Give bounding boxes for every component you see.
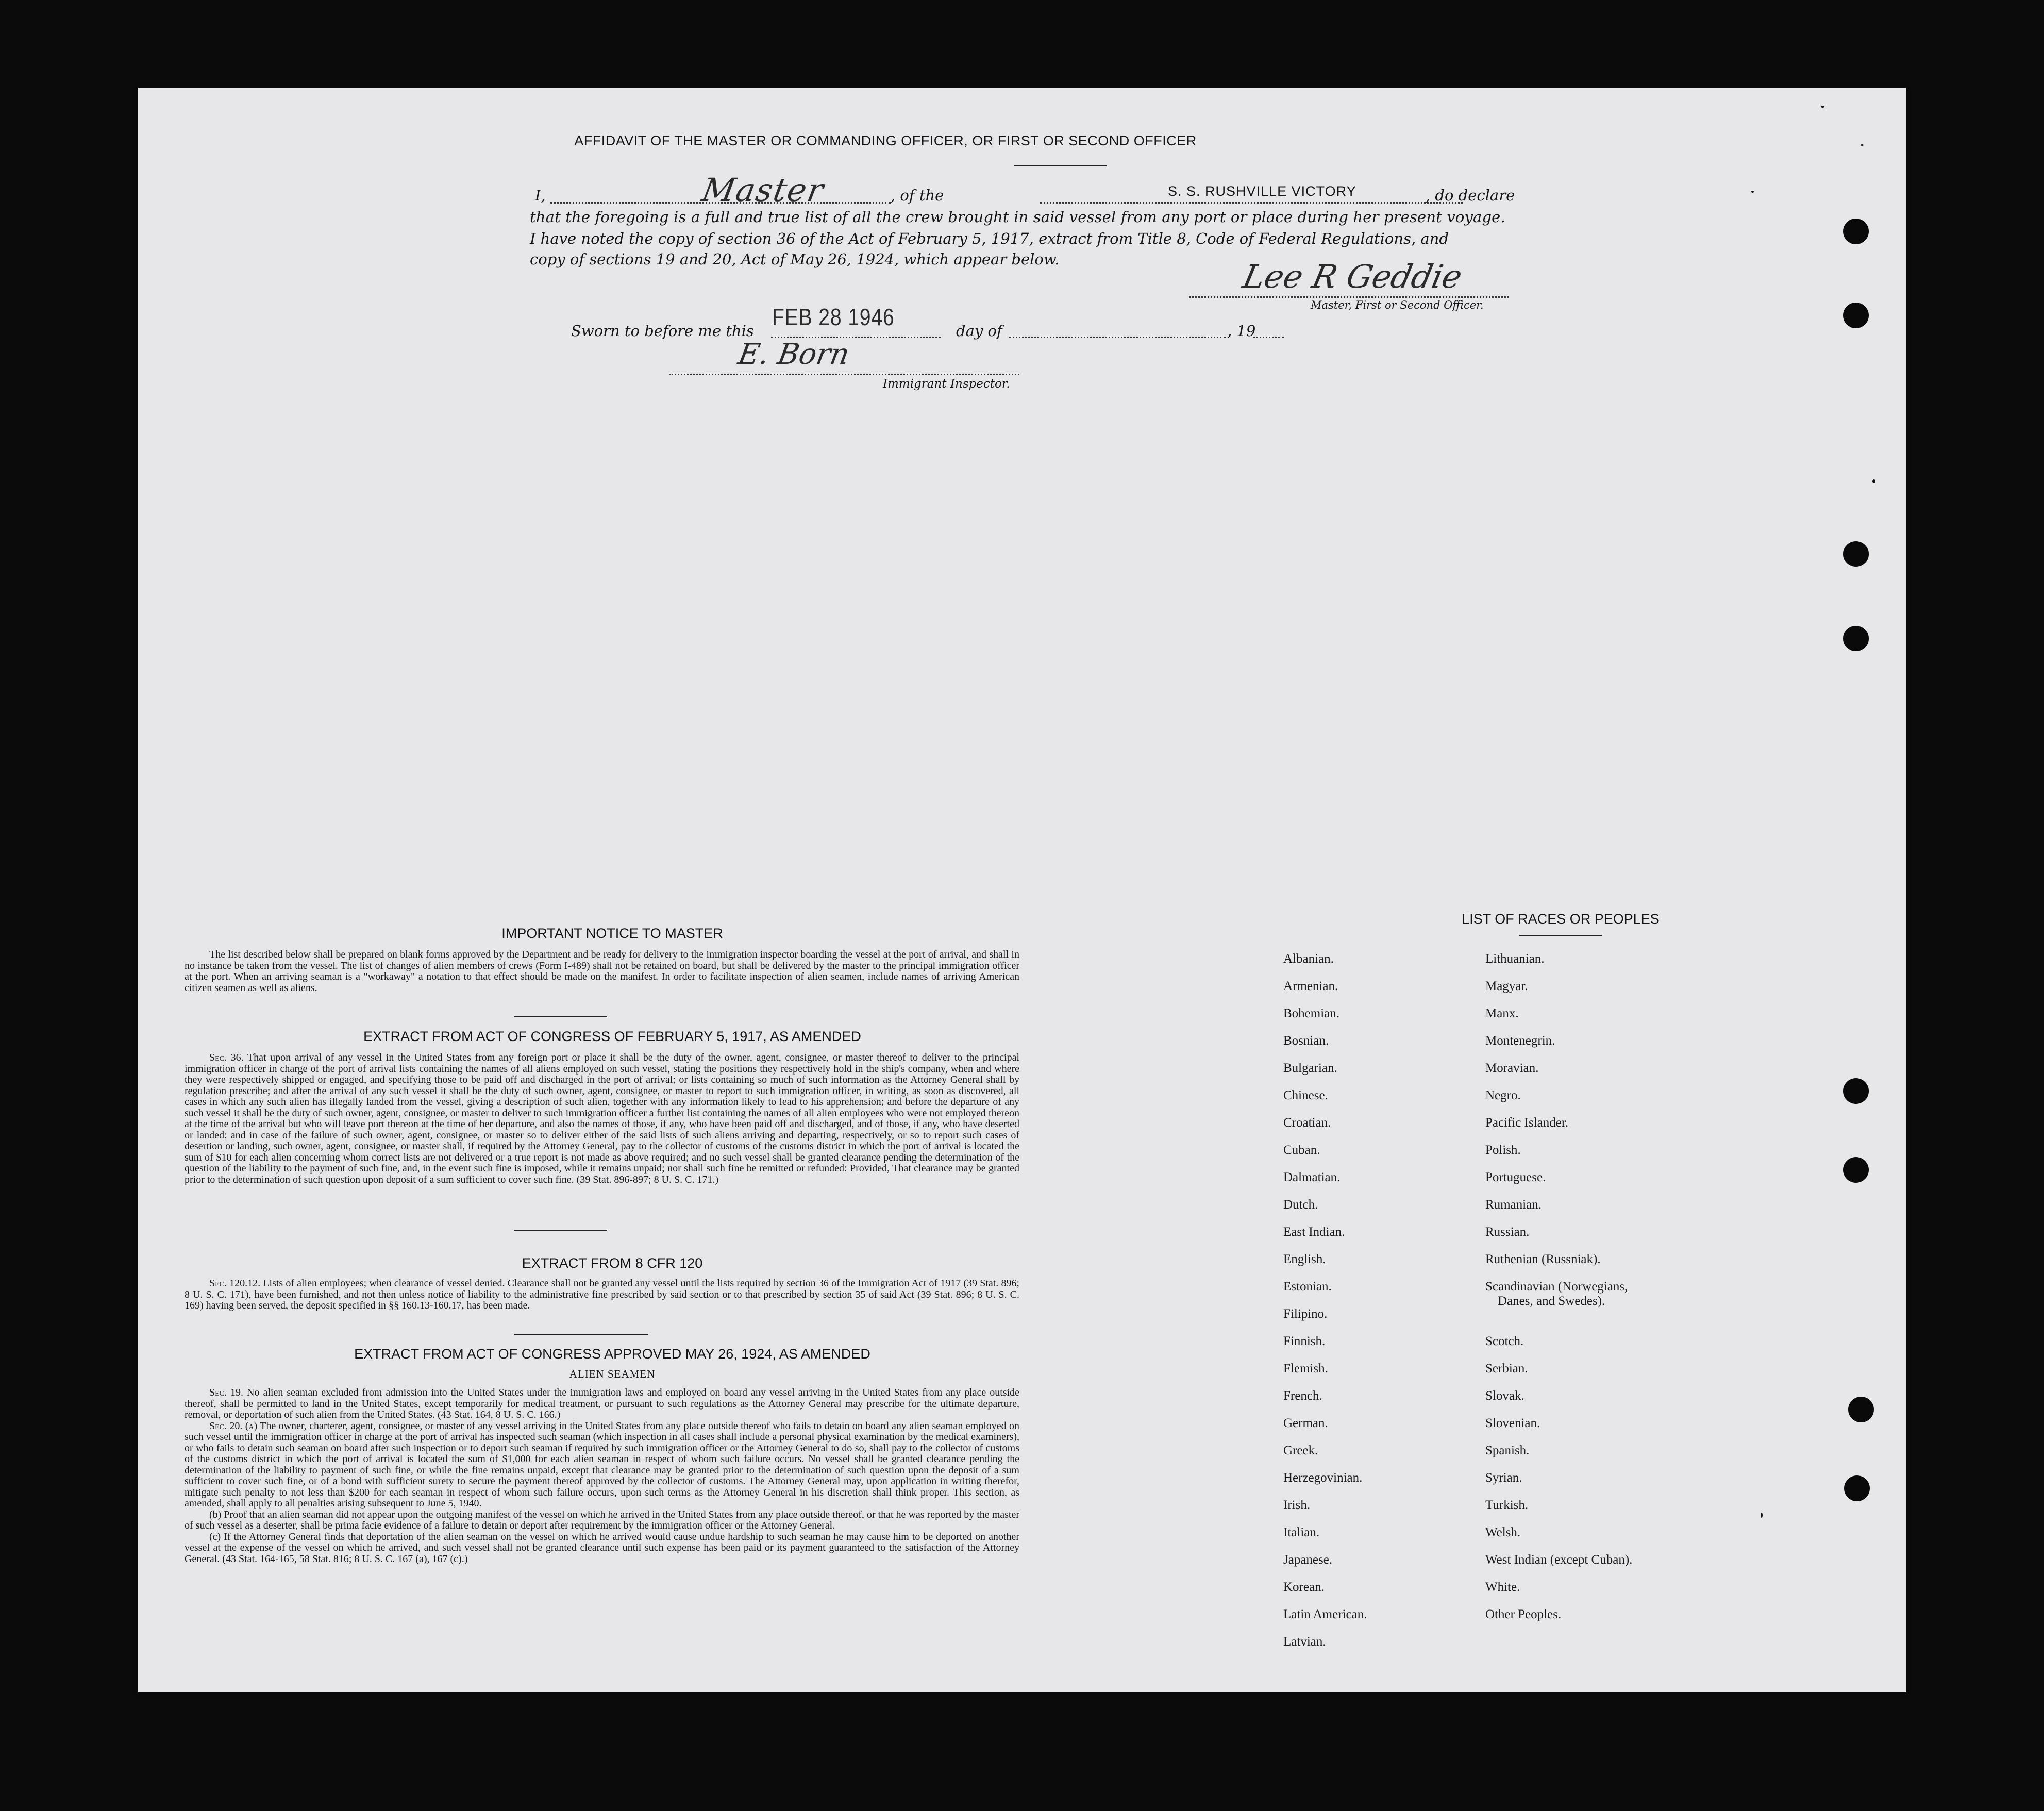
race-item: Russian.	[1485, 1225, 1530, 1239]
race-item: Slovenian.	[1485, 1416, 1540, 1430]
signature-line	[1189, 296, 1509, 298]
race-item: Syrian.	[1485, 1471, 1522, 1485]
race-item: Montenegrin.	[1485, 1034, 1555, 1048]
race-item: Latin American.	[1283, 1607, 1367, 1621]
punch-hole	[1843, 626, 1869, 651]
section-label: Sec. 120.12.	[209, 1278, 261, 1289]
document-page	[138, 88, 1906, 1692]
race-item: Scotch.	[1485, 1334, 1524, 1348]
races-right-column	[1485, 951, 1632, 1634]
master-signature: Lee R Geddie	[1239, 258, 1466, 295]
punch-hole	[1843, 1157, 1869, 1183]
notice-body	[185, 949, 1019, 994]
section-label: Sec. 19.	[209, 1387, 244, 1398]
extract-cfr-title: EXTRACT FROM 8 CFR 120	[522, 1255, 703, 1271]
race-item: German.	[1283, 1416, 1328, 1430]
races-left-column	[1283, 951, 1367, 1662]
notice-title: IMPORTANT NOTICE TO MASTER	[501, 926, 723, 941]
race-item: Serbian.	[1485, 1362, 1528, 1376]
divider	[514, 1230, 607, 1231]
section-text: That upon arrival of any vessel in the United States from any foreign port or place it shall be the duty of the owner, agent, consignee, or master thereof to deliver to the principal immigration officer in charge of the port of arrival lists containing the names of all aliens employed on such vessel, stating the positions they respectively hold in the ship's company, when and where they were respectively shipped or engaged, and specifying those to be paid off and discharged in the port of arrival; or lists containing so much of such information as the Attorney General shall by regulation prescribe; and after the arrival of any such vessel it shall be the duty of such owner, agent, consignee, or master to report to such immigration officer, in writing, as soon as discovered, all cases in which any such alien has illegally landed from the vessel, giving a description of such alien, together with any information likely to lead to his apprehension; and before the departure of any such vessel it shall be the duty of such owner, agent, consignee, or master to deliver to such immigration officer a further list containing the names of all alien employees who were not employed thereon at the time of the arrival but who will leave port thereon at the time of her departure, and also the names of those, if any, who have been paid off and discharged, and of those, if any, who have deserted or landed; and in case of the failure of such owner, agent, consignee, or master so to deliver either of the said lists of such aliens arriving and departing, respectively, or so to report such cases of desertion or landing, such owner, agent, consignee, or master shall, if required by the Attorney General, pay to the collector of customs of the customs district in which the port of arrival is located the sum of $10 for each alien concerning whom correct lists are not delivered or a true report is not made as above required; and no such vessel shall be granted clearance pending the determination of the question of the liability to the payment of such fine, and, in the event such fine is imposed, while it remains unpaid; nor shall such fine be remitted or refunded: Provided, That clearance may be granted prior to the determination of such question upon deposit of a sum sufficient to cover such fine. (39 Stat. 896-897; 8 U. S. C. 171.)	[185, 1052, 1020, 1185]
race-item: Herzegovinian.	[1283, 1471, 1363, 1485]
race-item: Irish.	[1283, 1498, 1311, 1512]
race-item: Greek.	[1283, 1444, 1318, 1457]
speck	[1761, 1513, 1763, 1518]
race-item: Spanish.	[1485, 1444, 1530, 1457]
affidavit-title: AFFIDAVIT OF THE MASTER OR COMMANDING OFFICER, OR FIRST OR SECOND OFFICER	[574, 133, 1197, 148]
extract-1917-title: EXTRACT FROM ACT OF CONGRESS OF FEBRUARY 5, 1917, AS AMENDED	[363, 1029, 861, 1044]
affidavit-i-prefix: I,	[535, 187, 546, 204]
race-item: Flemish.	[1283, 1362, 1328, 1376]
race-item: Filipino.	[1283, 1307, 1328, 1321]
race-item: Armenian.	[1283, 979, 1338, 993]
punch-hole	[1843, 541, 1869, 567]
speck	[1751, 191, 1754, 193]
race-item: Danes, and Swedes).	[1498, 1294, 1605, 1308]
year-prefix: , 19	[1227, 322, 1256, 340]
race-item: West Indian (except Cuban).	[1485, 1553, 1633, 1567]
date-stamp: FEB 28 1946	[772, 304, 895, 330]
divider	[514, 1334, 648, 1335]
race-item: Pacific Islander.	[1485, 1116, 1569, 1130]
extract-1924-body	[185, 1387, 1019, 1565]
race-item: English.	[1283, 1252, 1326, 1266]
race-item: Rumanian.	[1485, 1198, 1542, 1212]
race-item: Finnish.	[1283, 1334, 1326, 1348]
race-item: Korean.	[1283, 1580, 1325, 1594]
section-text: Lists of alien employees; when clearance of vessel denied. Clearance shall not be granted any vessel until the lists required by section 36 of the Immigration Act of 1917 (39 Stat. 896; 8 U. S. C. 171), have been furnished, and not then unless notice of liability to the administrative fine prescribed by said section or to that prescribed by section 35 of said Act (39 Stat. 896; 8 U. S. C. 169) having been served, the deposit specified in §§ 160.13-160.17, has been made.	[185, 1278, 1019, 1311]
race-item: Manx.	[1485, 1007, 1519, 1020]
punch-hole	[1848, 1397, 1874, 1422]
inspector-signature: E. Born	[735, 338, 852, 371]
race-item: Latvian.	[1283, 1635, 1326, 1649]
race-item: Turkish.	[1485, 1498, 1529, 1512]
race-item: Italian.	[1283, 1525, 1320, 1539]
race-item: Japanese.	[1283, 1553, 1333, 1567]
day-of: day of	[956, 322, 1002, 340]
notice-paragraph: The list described below shall be prepared on blank forms approved by the Department and be ready for delivery to the immigration inspector boarding the vessel at the port of arrival, and shall in no instance be taken from the vessel. The list of changes of alien members of crews (Form I-489) shall not be retained on board, but shall be delivered by the master to the principal immigration officer at the port. When an arriving seaman is a "workaway" a notation to that effect should be made on the manifest. In order to facilitate inspection of alien seamen, include names of arriving American citizen seamen as well as aliens.	[185, 949, 1019, 994]
vessel-name: S. S. RUSHVILLE VICTORY	[1168, 183, 1356, 199]
handwritten-name: Master	[699, 171, 827, 209]
races-title: LIST OF RACES OR PEOPLES	[1462, 911, 1660, 927]
affidavit-of-the: , of the	[891, 187, 944, 204]
race-item: Lithuanian.	[1485, 952, 1545, 966]
race-item: Magyar.	[1485, 979, 1528, 993]
race-item: Cuban.	[1283, 1143, 1320, 1157]
race-item: Estonian.	[1283, 1280, 1332, 1294]
divider	[1519, 935, 1602, 936]
race-item: Portuguese.	[1485, 1170, 1546, 1184]
affidavit-do-declare: , do declare	[1426, 187, 1515, 204]
race-item: Bulgarian.	[1283, 1061, 1337, 1075]
race-item: Chinese.	[1283, 1088, 1328, 1102]
vessel-line	[1040, 202, 1463, 204]
race-item: Ruthenian (Russniak).	[1485, 1252, 1601, 1266]
extract-cfr-body	[185, 1278, 1019, 1312]
punch-hole	[1844, 1475, 1870, 1501]
race-item: Dalmatian.	[1283, 1170, 1341, 1184]
affidavit-line-2: that the foregoing is a full and true list of all the crew brought in said vessel from any port or place during her present voyage.	[530, 208, 1505, 226]
race-item: Other Peoples.	[1485, 1607, 1562, 1621]
race-item: Polish.	[1485, 1143, 1521, 1157]
section-label: (b)	[209, 1508, 222, 1520]
race-item: Slovak.	[1485, 1389, 1524, 1403]
divider	[1014, 165, 1107, 166]
race-item: Bohemian.	[1283, 1007, 1340, 1020]
race-item: Bosnian.	[1283, 1034, 1329, 1048]
extract-1924-title: EXTRACT FROM ACT OF CONGRESS APPROVED MAY 26, 1924, AS AMENDED	[354, 1346, 870, 1362]
section-label: (c)	[209, 1531, 221, 1542]
punch-hole	[1843, 1078, 1869, 1104]
section-text: The owner, charterer, agent, consignee, or master of any vessel arriving in the United States from any place outside thereof who fails to detain on board any alien seaman employed on such vessel until the immigration officer in charge at the port of arrival has inspected such seaman (which inspection in all cases shall include a personal physical examination by the medical examiners), or who fails to detain such seaman on board after such inspection or to deport such seaman if required by such immigration officer or the Attorney General to do so, shall pay to the collector of customs of the customs district in which the port of arrival is located the sum of $1,000 for each alien seaman in respect of whom such failure occurs. No vessel shall be granted clearance pending the determination of the liability to payment of such fine, or while the fine remains unpaid, except that clearance may be granted prior to the determination of such question upon the deposit of a sum sufficient to cover such fine, or of a bond with sufficient surety to secure the payment thereof approved by the collector of customs. The Attorney General may, upon application in writing therefor, mitigate such penalty to not less than $200 for each seaman in respect of whom such failure occurs, upon such terms as the Attorney General in his discretion shall think proper. This section, as amended, shall apply to all penalties arising subsequent to June 5, 1940.	[185, 1420, 1019, 1509]
section-text: If the Attorney General finds that deportation of the alien seaman on the vessel on which he arrived would cause undue hardship to such seaman he may cause him to be deported on another vessel at the expense of the vessel on which he arrived, and such vessel shall not be granted clearance until such expense has been paid or its payment guaranteed to the satisfaction of the Attorney General. (43 Stat. 164-165, 58 Stat. 816; 8 U. S. C. 167 (a), 167 (c).)	[185, 1531, 1020, 1565]
inspector-line	[669, 374, 1019, 375]
inspector-caption: Immigrant Inspector.	[883, 377, 1010, 391]
race-item: Dutch.	[1283, 1198, 1318, 1212]
affidavit-line-3: I have noted the copy of section 36 of the Act of February 5, 1917, extract from Title 8, Code of Federal Regulations, and	[530, 230, 1449, 247]
race-item: Scandinavian (Norwegians,	[1485, 1280, 1628, 1294]
section-text: No alien seaman excluded from admission into the United States under the immigration laws and employed on board any vessel arriving in the United States from any place outside thereof, shall be permitted to land in the United States, except temporarily for medical treatment, or pursuant to such regulations as the Attorney General may prescribe for the ultimate departure, removal, or deportation of such alien from the United States. (43 Stat. 164, 8 U. S. C. 166.)	[185, 1387, 1019, 1420]
extract-1917-body	[185, 1052, 1019, 1185]
month-line	[1009, 337, 1226, 338]
race-item: East Indian.	[1283, 1225, 1345, 1239]
race-item: Croatian.	[1283, 1116, 1331, 1130]
race-item: White.	[1485, 1580, 1520, 1594]
punch-hole	[1843, 303, 1869, 328]
section-text: Proof that an alien seaman did not appear upon the outgoing manifest of the vessel on which he arrived in the United States from any place outside thereof, or that he was reported by the master of such vessel as a deserter, shall be prima facie evidence of a failure to detain or deport after requirement by the immigration officer or the Attorney General.	[185, 1508, 1020, 1531]
section-label: Sec. 36.	[209, 1052, 244, 1063]
punch-hole	[1843, 219, 1869, 244]
race-item: Albanian.	[1283, 952, 1334, 966]
race-item: French.	[1283, 1389, 1322, 1403]
extract-1924-subtitle: ALIEN SEAMEN	[569, 1368, 656, 1380]
divider	[514, 1016, 607, 1017]
race-item: Welsh.	[1485, 1525, 1521, 1539]
race-item: Moravian.	[1485, 1061, 1539, 1075]
year-line	[1253, 337, 1284, 338]
race-item: Negro.	[1485, 1088, 1521, 1102]
speck	[1821, 106, 1824, 108]
speck	[1872, 479, 1875, 483]
section-label: Sec. 20. (a)	[209, 1420, 258, 1432]
speck	[1861, 144, 1864, 146]
affidavit-line-4: copy of sections 19 and 20, Act of May 26, 1924, which appear below.	[530, 250, 1060, 268]
sworn-prefix: Sworn to before me this	[571, 322, 754, 340]
signature-caption: Master, First or Second Officer.	[1311, 299, 1484, 311]
